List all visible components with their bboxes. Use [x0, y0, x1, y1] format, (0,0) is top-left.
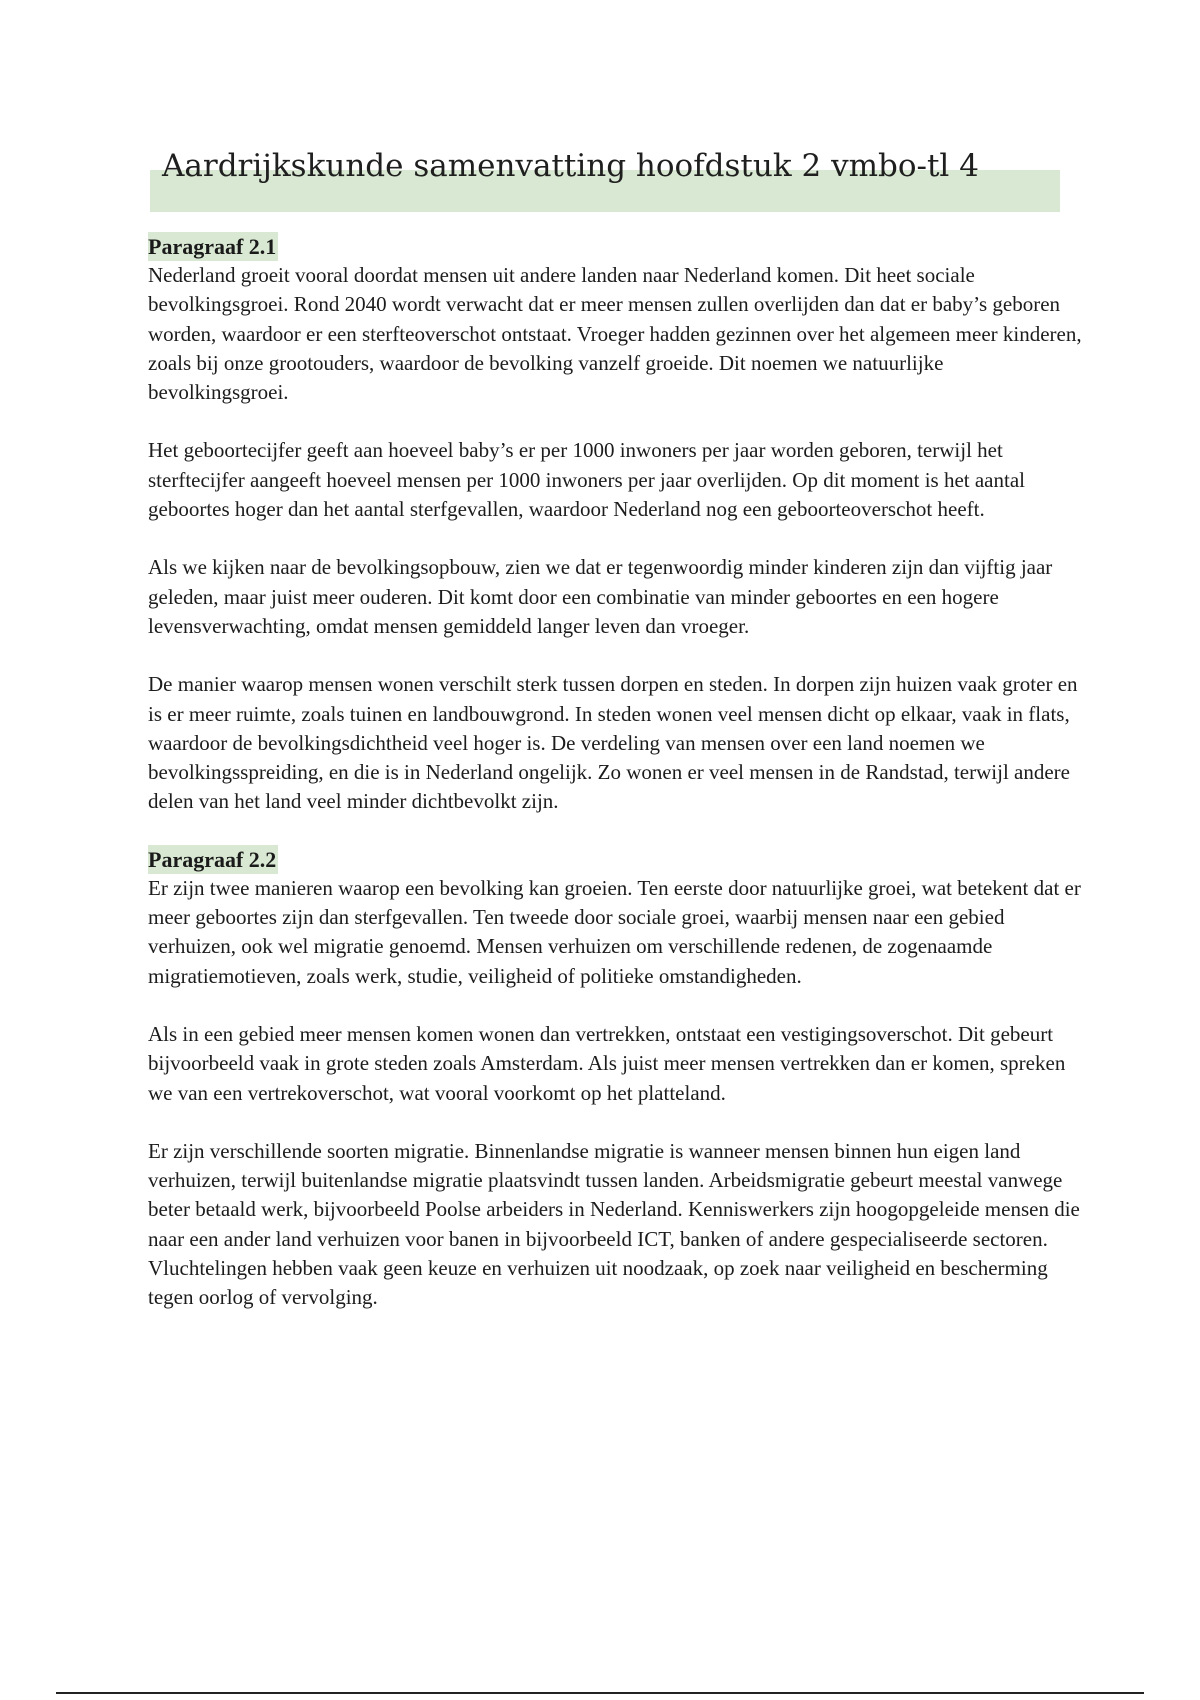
- section-paragraaf-2-1: [148, 232, 1088, 817]
- paragraph: De manier waarop mensen wonen verschilt sterk tussen dorpen en steden. In dorpen zijn huizen vaak groter en is er meer ruimte, zoals tuinen en landbouwgrond. In steden wonen veel mensen dicht op elkaar, vaak in flats, waardoor de bevolkingsdichtheid veel hoger is. De verdeling van mensen over een land noemen we bevolkingsspreiding, en die is in Nederland ongelijk. Zo wonen er veel mensen in de Randstad, terwijl andere delen van het land veel minder dichtbevolkt zijn.: [148, 672, 1078, 814]
- paragraph: Het geboortecijfer geeft aan hoeveel baby’s er per 1000 inwoners per jaar worden geboren, terwijl het sterftecijfer aangeeft hoeveel mensen per 1000 inwoners per jaar overlijden. Op dit moment is het aantal geboortes hoger dan het aantal sterfgevallen, waardoor Nederland nog een geboorteoverschot heeft.: [148, 438, 1025, 522]
- paragraph: Er zijn twee manieren waarop een bevolking kan groeien. Ten eerste door natuurlijke groei, wat betekent dat er meer geboortes zijn dan sterfgevallen. Ten tweede door sociale groei, waarbij mensen naar een gebied verhuizen, ook wel migratie genoemd. Mensen verhuizen om verschillende redenen, de zogenaamde migratiemotieven, zoals werk, studie, veiligheid of politieke omstandigheden.: [148, 875, 1081, 988]
- paragraph: Nederland groeit vooral doordat mensen uit andere landen naar Nederland komen. Dit heet sociale bevolkingsgroei. Rond 2040 wordt verwacht dat er meer mensen zullen overlijden dan dat er baby’s geboren worden, waardoor er een sterfteoverschot ontstaat. Vroeger hadden gezinnen over het algemeen meer kinderen, zoals bij onze grootouders, waardoor de bevolking vanzelf groeide. Dit noemen we natuurlijke bevolkingsgroei.: [148, 263, 1082, 405]
- page-title: Aardrijkskunde samenvatting hoofdstuk 2 vmbo-tl 4: [162, 148, 979, 184]
- footer-divider: [56, 1692, 1144, 1694]
- paragraph: Als in een gebied meer mensen komen wonen dan vertrekken, ontstaat een vestigingsoverschot. Dit gebeurt bijvoorbeeld vaak in grote steden zoals Amsterdam. Als juist meer mensen vertrekken dan er komen, spreken we van een vertrekoverschot, wat vooral voorkomt op het platteland.: [148, 1021, 1066, 1105]
- section-heading: Paragraaf 2.2: [148, 846, 277, 872]
- document-body: [148, 232, 1088, 1342]
- section-paragraaf-2-2: [148, 845, 1088, 1313]
- section-heading: Paragraaf 2.1: [148, 234, 277, 259]
- paragraph: Als we kijken naar de bevolkingsopbouw, zien we dat er tegenwoordig minder kinderen zijn dan vijftig jaar geleden, maar juist meer ouderen. Dit komt door een combinatie van minder geboortes en een hogere levensverwachting, omdat mensen gemiddeld langer leven dan vroeger.: [148, 555, 1053, 638]
- paragraph: Er zijn verschillende soorten migratie. Binnenlandse migratie is wanneer mensen binnen hun eigen land verhuizen, terwijl buitenlandse migratie plaatsvindt tussen landen. Arbeidsmigratie gebeurt meestal vanwege beter betaald werk, bijvoorbeeld Poolse arbeiders in Nederland. Kenniswerkers zijn hoogopgeleide mensen die naar een ander land verhuizen voor banen in bijvoorbeeld ICT, banken of andere gespecialiseerde sectoren. Vluchtelingen hebben vaak geen keuze en verhuizen uit noodzaak, op zoek naar veiligheid en bescherming tegen oorlog of vervolging.: [148, 1138, 1080, 1310]
